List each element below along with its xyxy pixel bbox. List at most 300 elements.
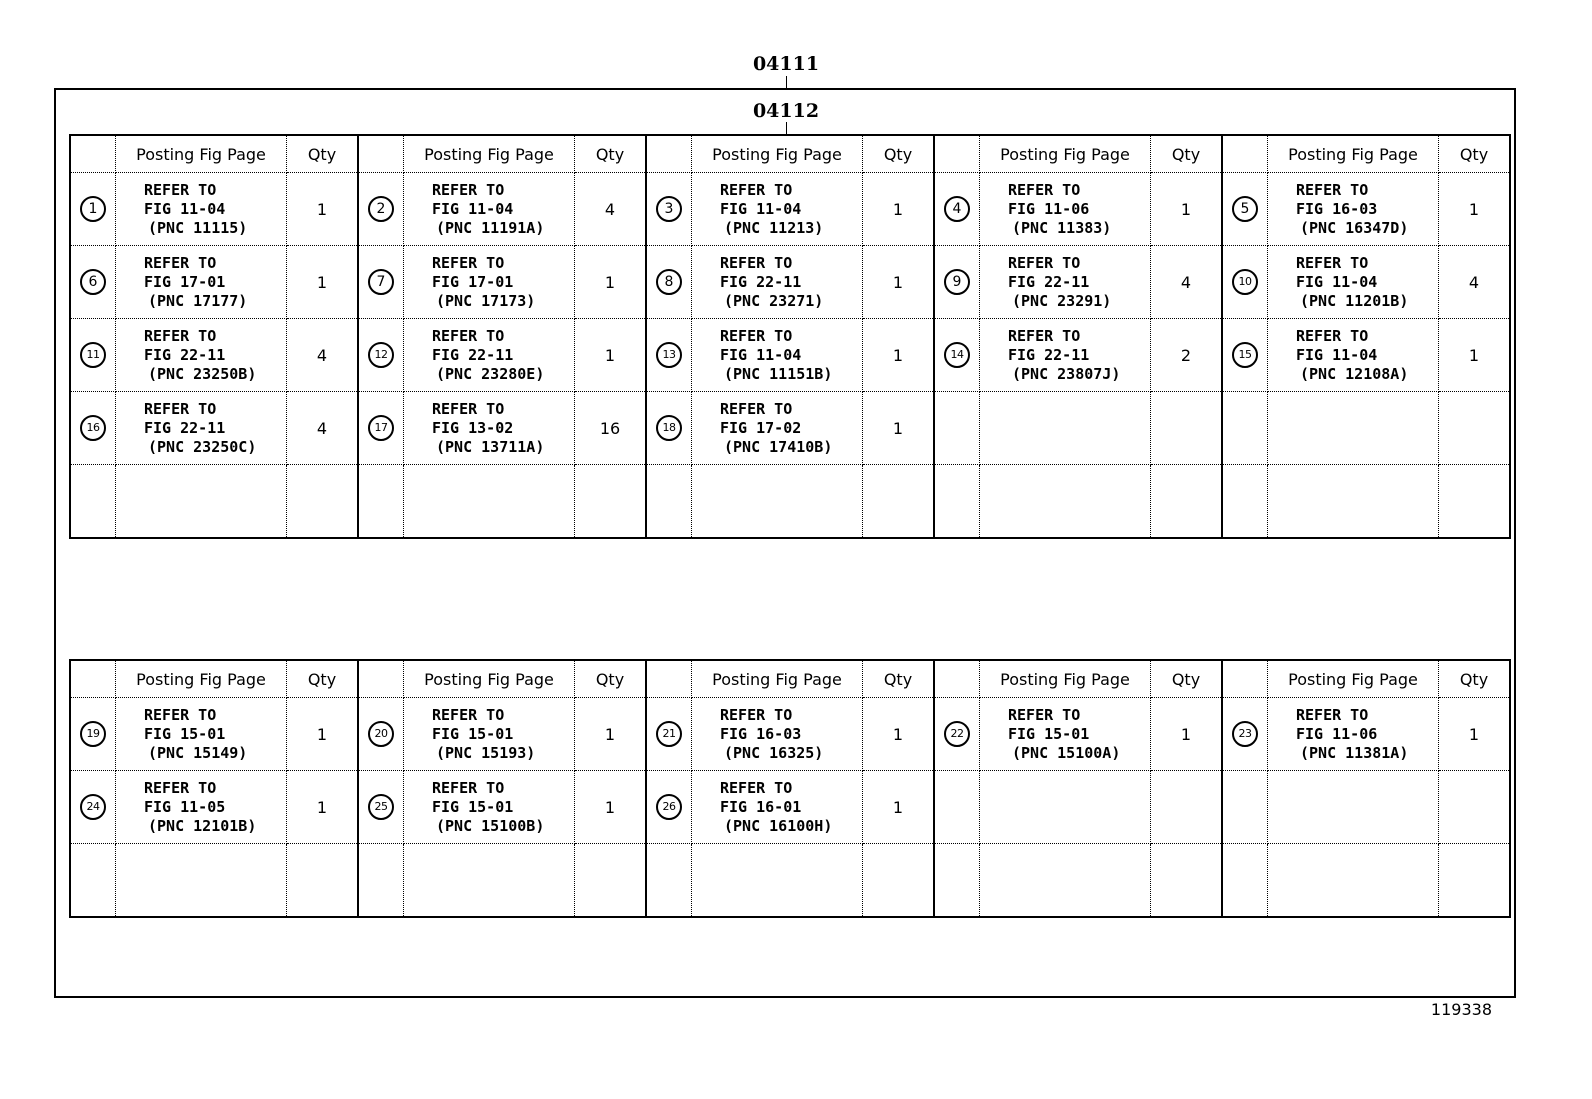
qty-value: 16: [599, 418, 621, 438]
reference-line: (PNC 16100H): [724, 816, 833, 835]
qty-value: 1: [892, 724, 904, 744]
posting-fig-page-cell: [116, 844, 287, 918]
item-number-cell: [934, 465, 980, 539]
reference-text: [980, 254, 1150, 311]
qty-value: 2: [1180, 345, 1192, 365]
item-number-cell: [358, 246, 404, 319]
item-number-cell: [358, 392, 404, 465]
reference-text: [116, 706, 286, 763]
reference-line: (PNC 23250B): [148, 364, 257, 383]
item-number-cell: [70, 465, 116, 539]
qty-cell: [575, 392, 647, 465]
reference-line: (PNC 23807J): [1012, 364, 1121, 383]
item-number-cell: [1222, 465, 1268, 539]
inner-code-label: 04112: [752, 100, 820, 122]
reference-line: REFER TO: [144, 326, 217, 345]
qty-value: 1: [1468, 345, 1480, 365]
callout-number: 7: [368, 269, 394, 295]
posting-fig-page-cell: [980, 465, 1151, 539]
callout-number: 5: [1232, 196, 1258, 222]
inner-code-leader-line: [786, 122, 787, 134]
reference-line: REFER TO: [1296, 705, 1369, 724]
callout-number: 6: [80, 269, 106, 295]
qty-value: 1: [316, 272, 328, 292]
qty-value: 4: [316, 345, 328, 365]
item-number-cell: [934, 246, 980, 319]
reference-line: FIG 11-04: [432, 199, 514, 218]
reference-line: (PNC 23250C): [148, 437, 257, 456]
reference-text: [116, 327, 286, 384]
reference-line: (PNC 16325): [724, 743, 824, 762]
header-posting-fig-page: Posting Fig Page: [116, 135, 287, 173]
reference-line: (PNC 11151B): [724, 364, 833, 383]
parts-table-lower: [69, 659, 1511, 918]
qty-value: 1: [892, 199, 904, 219]
reference-line: (PNC 15100B): [436, 816, 545, 835]
callout-number: 15: [1232, 342, 1258, 368]
reference-line: (PNC 17410B): [724, 437, 833, 456]
header-number-cell: [646, 660, 692, 698]
reference-line: REFER TO: [1296, 180, 1369, 199]
qty-cell: [1151, 465, 1223, 539]
header-number-cell: [358, 135, 404, 173]
posting-fig-page-cell: [116, 392, 287, 465]
posting-fig-page-cell: [980, 319, 1151, 392]
item-number-cell: [358, 844, 404, 918]
callout-number: 2: [368, 196, 394, 222]
reference-line: REFER TO: [1008, 253, 1081, 272]
reference-line: FIG 17-02: [720, 418, 802, 437]
header-number-cell: [70, 660, 116, 698]
callout-number: 11: [80, 342, 106, 368]
item-number-cell: [934, 392, 980, 465]
reference-line: REFER TO: [432, 778, 505, 797]
posting-fig-page-cell: [404, 173, 575, 246]
qty-cell: [575, 771, 647, 844]
reference-line: FIG 17-01: [144, 272, 226, 291]
header-qty: Qty: [1439, 660, 1511, 698]
qty-value: 1: [604, 724, 616, 744]
table-row: [70, 698, 1510, 771]
posting-fig-page-cell: [692, 771, 863, 844]
reference-line: (PNC 12108A): [1300, 364, 1409, 383]
posting-fig-page-cell: [692, 844, 863, 918]
reference-line: (PNC 11381A): [1300, 743, 1409, 762]
posting-fig-page-cell: [692, 465, 863, 539]
header-qty: Qty: [575, 135, 647, 173]
item-number-cell: [70, 173, 116, 246]
qty-cell: [863, 319, 935, 392]
reference-line: (PNC 17173): [436, 291, 536, 310]
reference-line: (PNC 23271): [724, 291, 824, 310]
posting-fig-page-cell: [116, 319, 287, 392]
callout-number: 19: [80, 721, 106, 747]
posting-fig-page-cell: [1268, 465, 1439, 539]
reference-text: [1268, 327, 1438, 384]
item-number-cell: [70, 319, 116, 392]
header-qty: Qty: [287, 135, 359, 173]
posting-fig-page-cell: [692, 698, 863, 771]
reference-line: (PNC 11213): [724, 218, 824, 237]
qty-value: 1: [604, 272, 616, 292]
reference-line: (PNC 11115): [148, 218, 248, 237]
reference-line: REFER TO: [432, 180, 505, 199]
posting-fig-page-cell: [980, 246, 1151, 319]
posting-fig-page-cell: [1268, 319, 1439, 392]
reference-line: REFER TO: [720, 705, 793, 724]
qty-cell: [1151, 392, 1223, 465]
item-number-cell: [70, 844, 116, 918]
qty-value: 1: [1180, 724, 1192, 744]
reference-line: FIG 11-04: [1296, 345, 1378, 364]
qty-cell: [1151, 844, 1223, 918]
reference-line: FIG 13-02: [432, 418, 514, 437]
posting-fig-page-cell: [1268, 392, 1439, 465]
reference-text: [116, 181, 286, 238]
header-posting-fig-page: Posting Fig Page: [404, 135, 575, 173]
reference-line: REFER TO: [432, 399, 505, 418]
reference-line: FIG 15-01: [1008, 724, 1090, 743]
callout-number: 4: [944, 196, 970, 222]
item-number-cell: [358, 771, 404, 844]
table-header-row: [70, 660, 1510, 698]
callout-number: 1: [80, 196, 106, 222]
reference-line: FIG 11-04: [1296, 272, 1378, 291]
qty-cell: [287, 392, 359, 465]
item-number-cell: [1222, 319, 1268, 392]
reference-line: FIG 16-03: [1296, 199, 1378, 218]
qty-value: 4: [1468, 272, 1480, 292]
posting-fig-page-cell: [1268, 173, 1439, 246]
reference-text: [1268, 181, 1438, 238]
reference-line: (PNC 11191A): [436, 218, 545, 237]
item-number-cell: [646, 844, 692, 918]
qty-cell: [287, 698, 359, 771]
reference-text: [116, 779, 286, 836]
header-posting-fig-page: Posting Fig Page: [1268, 660, 1439, 698]
item-number-cell: [934, 698, 980, 771]
qty-cell: [575, 465, 647, 539]
qty-cell: [287, 246, 359, 319]
posting-fig-page-cell: [692, 246, 863, 319]
table-row: [70, 465, 1510, 539]
qty-value: 1: [892, 418, 904, 438]
qty-cell: [1439, 319, 1511, 392]
reference-line: FIG 15-01: [432, 797, 514, 816]
callout-number: 23: [1232, 721, 1258, 747]
reference-line: (PNC 11201B): [1300, 291, 1409, 310]
reference-line: REFER TO: [720, 253, 793, 272]
reference-line: (PNC 11383): [1012, 218, 1112, 237]
qty-cell: [1151, 173, 1223, 246]
reference-text: [1268, 706, 1438, 763]
qty-cell: [287, 771, 359, 844]
reference-line: FIG 11-04: [720, 345, 802, 364]
item-number-cell: [70, 771, 116, 844]
reference-line: REFER TO: [432, 326, 505, 345]
reference-line: REFER TO: [144, 399, 217, 418]
header-number-cell: [70, 135, 116, 173]
posting-fig-page-cell: [404, 392, 575, 465]
qty-cell: [863, 844, 935, 918]
posting-fig-page-cell: [1268, 246, 1439, 319]
table-row: [70, 173, 1510, 246]
item-number-cell: [358, 173, 404, 246]
header-qty: Qty: [575, 660, 647, 698]
reference-line: REFER TO: [144, 705, 217, 724]
callout-number: 18: [656, 415, 682, 441]
reference-line: FIG 16-01: [720, 797, 802, 816]
callout-number: 17: [368, 415, 394, 441]
reference-text: [692, 779, 862, 836]
reference-text: [116, 400, 286, 457]
qty-cell: [863, 246, 935, 319]
header-qty: Qty: [863, 660, 935, 698]
posting-fig-page-cell: [404, 246, 575, 319]
item-number-cell: [70, 246, 116, 319]
header-number-cell: [646, 135, 692, 173]
posting-fig-page-cell: [980, 844, 1151, 918]
reference-line: (PNC 16347D): [1300, 218, 1409, 237]
callout-number: 25: [368, 794, 394, 820]
callout-number: 22: [944, 721, 970, 747]
header-number-cell: [1222, 135, 1268, 173]
qty-value: 1: [1468, 724, 1480, 744]
reference-text: [404, 181, 574, 238]
callout-number: 12: [368, 342, 394, 368]
header-qty: Qty: [1151, 135, 1223, 173]
header-number-cell: [934, 135, 980, 173]
reference-line: (PNC 13711A): [436, 437, 545, 456]
callout-number: 10: [1232, 269, 1258, 295]
item-number-cell: [646, 392, 692, 465]
item-number-cell: [646, 771, 692, 844]
qty-cell: [575, 698, 647, 771]
qty-cell: [1151, 771, 1223, 844]
reference-line: REFER TO: [144, 778, 217, 797]
table-row: [70, 392, 1510, 465]
reference-line: FIG 15-01: [432, 724, 514, 743]
qty-cell: [1151, 246, 1223, 319]
callout-number: 16: [80, 415, 106, 441]
header-posting-fig-page: Posting Fig Page: [980, 660, 1151, 698]
item-number-cell: [646, 173, 692, 246]
callout-number: 14: [944, 342, 970, 368]
callout-number: 21: [656, 721, 682, 747]
qty-value: 1: [1180, 199, 1192, 219]
header-qty: Qty: [863, 135, 935, 173]
reference-text: [404, 400, 574, 457]
posting-fig-page-cell: [116, 173, 287, 246]
posting-fig-page-cell: [404, 465, 575, 539]
posting-fig-page-cell: [692, 319, 863, 392]
table-row: [70, 246, 1510, 319]
reference-text: [692, 400, 862, 457]
qty-value: 4: [1180, 272, 1192, 292]
reference-line: (PNC 12101B): [148, 816, 257, 835]
qty-cell: [1439, 771, 1511, 844]
reference-line: FIG 17-01: [432, 272, 514, 291]
posting-fig-page-cell: [980, 698, 1151, 771]
header-posting-fig-page: Posting Fig Page: [692, 135, 863, 173]
item-number-cell: [358, 465, 404, 539]
header-qty: Qty: [287, 660, 359, 698]
qty-cell: [287, 173, 359, 246]
header-posting-fig-page: Posting Fig Page: [116, 660, 287, 698]
reference-line: REFER TO: [1008, 180, 1081, 199]
header-posting-fig-page: Posting Fig Page: [404, 660, 575, 698]
posting-fig-page-cell: [116, 771, 287, 844]
table-row: [70, 844, 1510, 918]
callout-number: 24: [80, 794, 106, 820]
qty-cell: [1439, 844, 1511, 918]
item-number-cell: [646, 246, 692, 319]
header-number-cell: [358, 660, 404, 698]
posting-fig-page-cell: [980, 771, 1151, 844]
reference-text: [692, 181, 862, 238]
qty-cell: [1439, 173, 1511, 246]
qty-value: 1: [892, 797, 904, 817]
qty-cell: [1151, 319, 1223, 392]
qty-cell: [863, 698, 935, 771]
table-row: [70, 771, 1510, 844]
reference-line: REFER TO: [1296, 326, 1369, 345]
posting-fig-page-cell: [980, 392, 1151, 465]
reference-line: REFER TO: [720, 778, 793, 797]
reference-line: REFER TO: [1008, 326, 1081, 345]
reference-line: FIG 16-03: [720, 724, 802, 743]
qty-value: 1: [892, 272, 904, 292]
item-number-cell: [934, 319, 980, 392]
reference-line: REFER TO: [144, 180, 217, 199]
table-header-row: [70, 135, 1510, 173]
callout-number: 8: [656, 269, 682, 295]
posting-fig-page-cell: [1268, 698, 1439, 771]
posting-fig-page-cell: [404, 771, 575, 844]
reference-line: FIG 11-04: [144, 199, 226, 218]
reference-line: (PNC 17177): [148, 291, 248, 310]
item-number-cell: [358, 698, 404, 771]
reference-line: REFER TO: [432, 705, 505, 724]
reference-text: [692, 327, 862, 384]
item-number-cell: [646, 319, 692, 392]
reference-line: FIG 11-04: [720, 199, 802, 218]
reference-text: [404, 327, 574, 384]
item-number-cell: [358, 319, 404, 392]
reference-line: FIG 22-11: [1008, 345, 1090, 364]
table-row: [70, 319, 1510, 392]
qty-cell: [1439, 698, 1511, 771]
reference-line: REFER TO: [1296, 253, 1369, 272]
qty-cell: [575, 173, 647, 246]
posting-fig-page-cell: [116, 698, 287, 771]
reference-line: FIG 11-05: [144, 797, 226, 816]
reference-text: [692, 254, 862, 311]
reference-text: [980, 181, 1150, 238]
qty-cell: [287, 844, 359, 918]
header-qty: Qty: [1439, 135, 1511, 173]
item-number-cell: [934, 173, 980, 246]
posting-fig-page-cell: [404, 698, 575, 771]
posting-fig-page-cell: [692, 392, 863, 465]
item-number-cell: [934, 771, 980, 844]
reference-line: FIG 22-11: [432, 345, 514, 364]
qty-value: 1: [316, 724, 328, 744]
reference-line: FIG 22-11: [1008, 272, 1090, 291]
item-number-cell: [646, 465, 692, 539]
item-number-cell: [1222, 173, 1268, 246]
qty-cell: [863, 392, 935, 465]
callout-number: 26: [656, 794, 682, 820]
reference-line: (PNC 23291): [1012, 291, 1112, 310]
item-number-cell: [1222, 771, 1268, 844]
qty-cell: [575, 246, 647, 319]
parts-table-upper: [69, 134, 1511, 539]
reference-line: (PNC 15100A): [1012, 743, 1121, 762]
posting-fig-page-cell: [404, 319, 575, 392]
reference-line: FIG 22-11: [144, 345, 226, 364]
qty-cell: [287, 319, 359, 392]
qty-cell: [575, 844, 647, 918]
posting-fig-page-cell: [692, 173, 863, 246]
qty-value: 4: [316, 418, 328, 438]
header-posting-fig-page: Posting Fig Page: [1268, 135, 1439, 173]
posting-fig-page-cell: [980, 173, 1151, 246]
reference-line: REFER TO: [1008, 705, 1081, 724]
qty-value: 1: [1468, 199, 1480, 219]
qty-value: 1: [316, 797, 328, 817]
posting-fig-page-cell: [1268, 771, 1439, 844]
qty-cell: [1151, 698, 1223, 771]
header-number-cell: [1222, 660, 1268, 698]
reference-text: [404, 779, 574, 836]
qty-cell: [1439, 246, 1511, 319]
reference-text: [980, 706, 1150, 763]
reference-line: FIG 11-06: [1008, 199, 1090, 218]
qty-cell: [1439, 465, 1511, 539]
posting-fig-page-cell: [1268, 844, 1439, 918]
item-number-cell: [1222, 392, 1268, 465]
reference-text: [404, 706, 574, 763]
reference-line: REFER TO: [720, 180, 793, 199]
reference-line: FIG 15-01: [144, 724, 226, 743]
callout-number: 20: [368, 721, 394, 747]
header-qty: Qty: [1151, 660, 1223, 698]
qty-cell: [287, 465, 359, 539]
reference-line: REFER TO: [432, 253, 505, 272]
item-number-cell: [1222, 844, 1268, 918]
top-code-leader-line: [786, 76, 787, 88]
item-number-cell: [1222, 698, 1268, 771]
header-number-cell: [934, 660, 980, 698]
reference-text: [404, 254, 574, 311]
qty-cell: [1439, 392, 1511, 465]
item-number-cell: [70, 392, 116, 465]
qty-value: 4: [604, 199, 616, 219]
item-number-cell: [1222, 246, 1268, 319]
top-code-label: 04111: [752, 53, 820, 75]
callout-number: 3: [656, 196, 682, 222]
qty-value: 1: [604, 797, 616, 817]
posting-fig-page-cell: [116, 246, 287, 319]
callout-number: 9: [944, 269, 970, 295]
qty-cell: [863, 173, 935, 246]
reference-text: [980, 327, 1150, 384]
reference-text: [116, 254, 286, 311]
item-number-cell: [934, 844, 980, 918]
header-posting-fig-page: Posting Fig Page: [980, 135, 1151, 173]
reference-line: FIG 22-11: [720, 272, 802, 291]
